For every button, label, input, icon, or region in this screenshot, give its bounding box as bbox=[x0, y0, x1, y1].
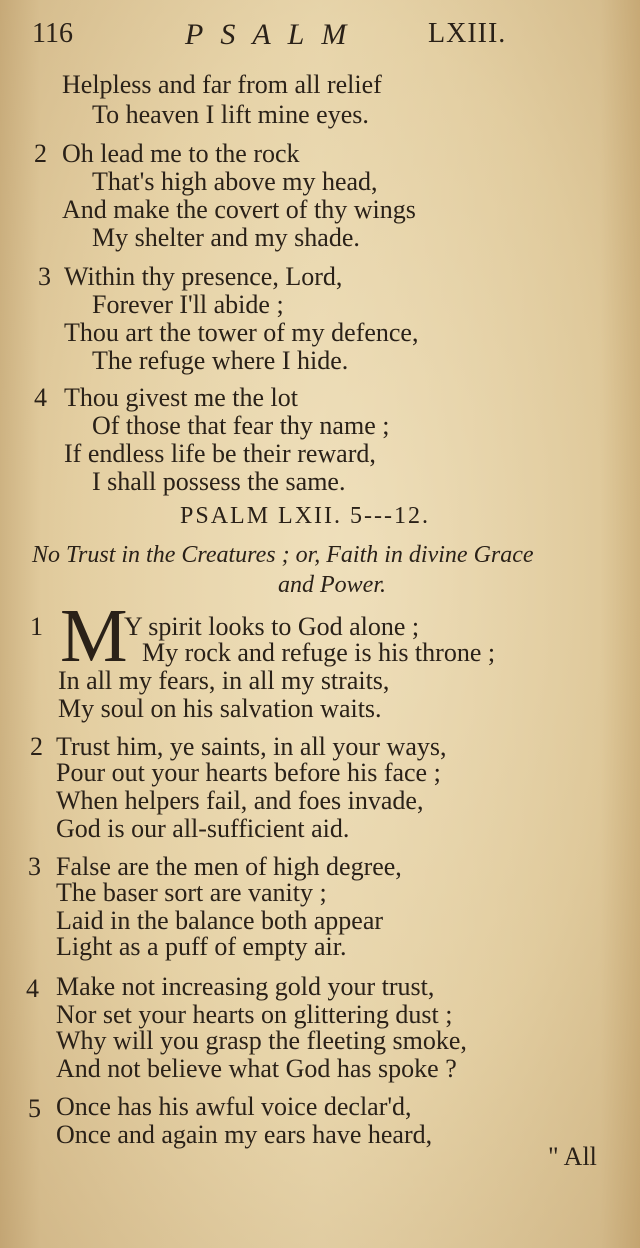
verse-line: God is our all-sufficient aid. bbox=[56, 814, 350, 843]
verse-line: Light as a puff of empty air. bbox=[56, 932, 347, 961]
verse-line: If endless life be their reward, bbox=[64, 439, 376, 468]
verse-line: Nor set your hearts on glittering dust ; bbox=[56, 1000, 453, 1029]
verse-line: False are the men of high degree, bbox=[56, 852, 402, 881]
verse-line: And not believe what God has spoke ? bbox=[56, 1054, 457, 1083]
psalm-subtitle-continued: and Power. bbox=[278, 572, 386, 598]
verse-line: The refuge where I hide. bbox=[92, 346, 349, 375]
verse-line: Thou givest me the lot bbox=[64, 383, 298, 412]
verse-number: 4 bbox=[26, 974, 39, 1003]
verse-line: And make the covert of thy wings bbox=[62, 195, 416, 224]
verse-line: Thou art the tower of my defence, bbox=[64, 318, 419, 347]
verse-line: My rock and refuge is his throne ; bbox=[142, 638, 496, 667]
verse-number: 2 bbox=[30, 732, 43, 761]
verse-line: Trust him, ye saints, in all your ways, bbox=[56, 732, 447, 761]
page-header bbox=[30, 18, 620, 58]
psalm-subtitle: No Trust in the Creatures ; or, Faith in divine Grace bbox=[32, 542, 534, 568]
verse-line: Within thy presence, Lord, bbox=[64, 262, 343, 291]
verse-line: That's high above my head, bbox=[92, 167, 378, 196]
page-number: 116 bbox=[32, 18, 73, 49]
verse-line: To heaven I lift mine eyes. bbox=[92, 100, 369, 129]
verse-line: Make not increasing gold your trust, bbox=[56, 972, 435, 1001]
verse-line: I shall possess the same. bbox=[92, 467, 346, 496]
verse-line: Of those that fear thy name ; bbox=[92, 411, 390, 440]
verse-line: Y spirit looks to God alone ; bbox=[124, 612, 420, 641]
verse-line: When helpers fail, and foes invade, bbox=[56, 786, 424, 815]
verse-number: 1 bbox=[30, 612, 43, 641]
verse-number: 5 bbox=[28, 1094, 41, 1123]
verse-line: Oh lead me to the rock bbox=[62, 139, 300, 168]
verse-number: 3 bbox=[28, 852, 41, 881]
psalm-heading: PSALM LXII. 5---12. bbox=[180, 503, 430, 529]
verse-line: Once and again my ears have heard, bbox=[56, 1120, 433, 1149]
verse-line: Pour out your hearts before his face ; bbox=[56, 758, 441, 787]
running-title: PSALM bbox=[185, 18, 364, 51]
verse-line: In all my fears, in all my straits, bbox=[58, 666, 390, 695]
catchword: " All bbox=[548, 1142, 597, 1171]
verse-number: 2 bbox=[34, 139, 47, 168]
drop-cap-letter: M bbox=[60, 594, 128, 678]
running-psalm-number: LXIII. bbox=[428, 18, 507, 49]
verse-line: Forever I'll abide ; bbox=[92, 290, 284, 319]
verse-number: 3 bbox=[38, 262, 51, 291]
verse-line: The baser sort are vanity ; bbox=[56, 878, 327, 907]
verse-line: Once has his awful voice declar'd, bbox=[56, 1092, 412, 1121]
verse-line: My soul on his salvation waits. bbox=[58, 694, 382, 723]
verse-line: My shelter and my shade. bbox=[92, 223, 360, 252]
verse-number: 4 bbox=[34, 383, 47, 412]
verse-line: Laid in the balance both appear bbox=[56, 906, 384, 935]
verse-line: Helpless and far from all relief bbox=[62, 70, 382, 99]
verse-line: Why will you grasp the fleeting smoke, bbox=[56, 1026, 467, 1055]
